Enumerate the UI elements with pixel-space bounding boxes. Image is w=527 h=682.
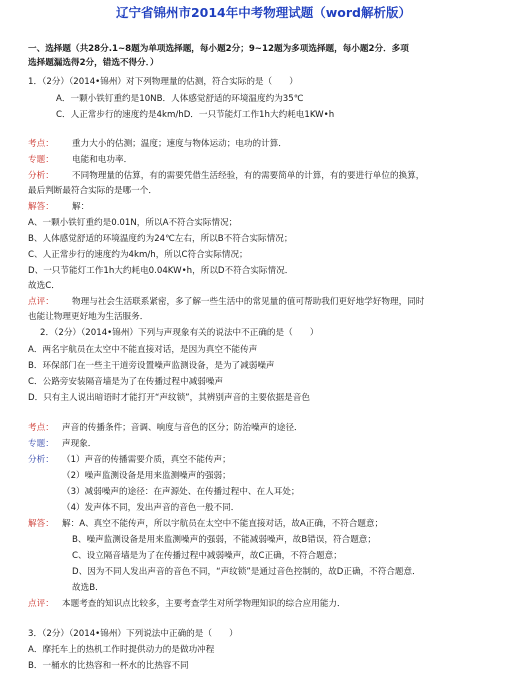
q2-dianping: [28, 600, 346, 609]
section1-heading-line2: 选择题漏选得2分，错选不得分．）: [28, 58, 159, 68]
q1-dianping-text1: 物理与社会生活联系紧密，多了解一些生活中的常见量的值可帮助我们更好地学好物理，同时: [72, 297, 425, 307]
q1-zhuanti-text: 电能和电功率．: [72, 155, 133, 165]
q1-options-cd: C．人正常步行的速度约是4km/hD．一只节能灯工作1h大约耗电1KW•h: [56, 110, 335, 120]
q2-kaodian: [28, 424, 303, 433]
q2-zhuanti: [28, 440, 96, 449]
q2-answer-d: D、因为不同人发出声音的音色不同，“声纹锁”是通过音色控制的，故D正确，不符合题意．: [72, 567, 421, 577]
zhuanti-label: 专题：: [28, 439, 54, 449]
kaodian-label: 考点：: [28, 139, 54, 149]
q1-fenxi-text1: 不同物理量的估算，有的需要凭借生活经验，有的需要简单的计算，有的要进行单位的换算，: [72, 171, 425, 181]
zhuanti-label: 专题：: [28, 155, 54, 165]
section1-heading-line1: 一、选择题（共28分.1~8题为单项选择题，每小题2分；9~12题为多项选择题，每小题2分．多项: [28, 44, 409, 54]
fenxi-label: 分析：: [28, 171, 54, 181]
q2-fenxi-1: [28, 456, 231, 465]
q1-zhuanti: [28, 156, 132, 165]
dianping-label: 点评：: [28, 599, 54, 609]
q2-dianping-text: 本题考查的知识点比较多，主要考查学生对所学物理知识的综合应用能力．: [62, 599, 346, 609]
q3-option-a: A．摩托车上的热机工作时提供动力的是做功冲程: [28, 645, 215, 655]
fenxi-label: 分析：: [28, 455, 54, 465]
q2-option-b: B．环保部门在一些主干道旁设置噪声监测设备，是为了减弱噪声: [28, 361, 275, 371]
q2-option-a: A．两名宇航员在太空中不能直接对话，是因为真空不能传声: [28, 345, 258, 355]
q3-stem: 3．（2分）（2014•锦州）下列说法中正确的是（ ）: [28, 629, 238, 639]
q2-option-c: C．公路旁安装隔音墙是为了在传播过程中减弱噪声: [28, 377, 224, 387]
q2-kaodian-text: 声音的传播条件；音调、响度与音色的区分；防治噪声的途径．: [62, 423, 303, 433]
q2-fenxi-4: （4）发声体不同，发出声音的音色一般不同．: [62, 503, 240, 513]
q1-fenxi-line1: [28, 172, 424, 181]
q1-answer-d: D、一只节能灯工作1h大约耗电0.04KW•h，所以D不符合实际情况．: [28, 266, 294, 276]
jieda-label: 解答：: [28, 202, 54, 212]
dianping-label: 点评：: [28, 297, 54, 307]
q2-stem: 2．（2分）（2014•锦州）下列与声现象有关的说法中不正确的是（ ）: [40, 328, 319, 338]
q2-fenxi-3: （3）减弱噪声的途径：在声源处、在传播过程中、在人耳处；: [62, 487, 300, 497]
q1-kaodian: [28, 140, 287, 149]
q3-option-b: B．一桶水的比热容和一杯水的比热容不同: [28, 661, 189, 671]
q1-jieda-text: 解：: [72, 202, 90, 212]
q2-fenxi-text1: （1）声音的传播需要介质，真空不能传声；: [62, 455, 231, 465]
q1-stem: 1．（2分）（2014•锦州）对下列物理量的估测，符合实际的是（ ）: [28, 77, 298, 87]
q1-answer-b: B、人体感觉舒适的环境温度约为24℃左右，所以B不符合实际情况；: [28, 234, 293, 244]
q2-jieda-a: [28, 520, 383, 529]
doc-title: 辽宁省锦州市2014年中考物理试题（word解析版）: [115, 5, 412, 20]
q2-zhuanti-text: 声现象．: [62, 439, 97, 449]
q2-fenxi-2: （2）噪声监测设备是用来监测噪声的强弱；: [62, 471, 231, 481]
q1-dianping-line1: [28, 298, 424, 307]
q1-fenxi-line2: 最后判断最符合实际的是哪一个．: [28, 186, 157, 196]
q2-answer-a: 解：A、真空不能传声，所以宇航员在太空中不能直接对话，故A正确，不符合题意；: [62, 519, 384, 529]
q2-option-d: D．只有主人说出暗语时才能打开“声纹锁”，其辨别声音的主要依据是音色: [28, 393, 310, 403]
q1-answer-c: C、人正常步行的速度约为4km/h，所以C符合实际情况；: [28, 250, 248, 260]
q1-kaodian-text: 重力大小的估测；温度；速度与物体运动；电功的计算．: [72, 139, 287, 149]
q2-choice: 故选B．: [72, 583, 104, 593]
q1-dianping-line2: 也能让物理更好地为生活服务．: [28, 312, 149, 322]
q1-jieda: [28, 203, 89, 212]
q2-answer-c: C、设立隔音墙是为了在传播过程中减弱噪声，故C正确，不符合题意；: [72, 551, 342, 561]
kaodian-label: 考点：: [28, 423, 54, 433]
q1-answer-a: A、一颗小铁钉重约是0.01N，所以A不符合实际情况；: [28, 218, 238, 228]
q1-options-ab: A．一颗小铁钉重约是10NB．人体感觉舒适的环境温度约为35℃: [56, 94, 304, 104]
q1-choice: 故选C．: [28, 281, 60, 291]
jieda-label: 解答：: [28, 519, 54, 529]
q2-answer-b: B、噪声监测设备是用来监测噪声的强弱，不能减弱噪声，故B错误，符合题意；: [72, 535, 376, 545]
